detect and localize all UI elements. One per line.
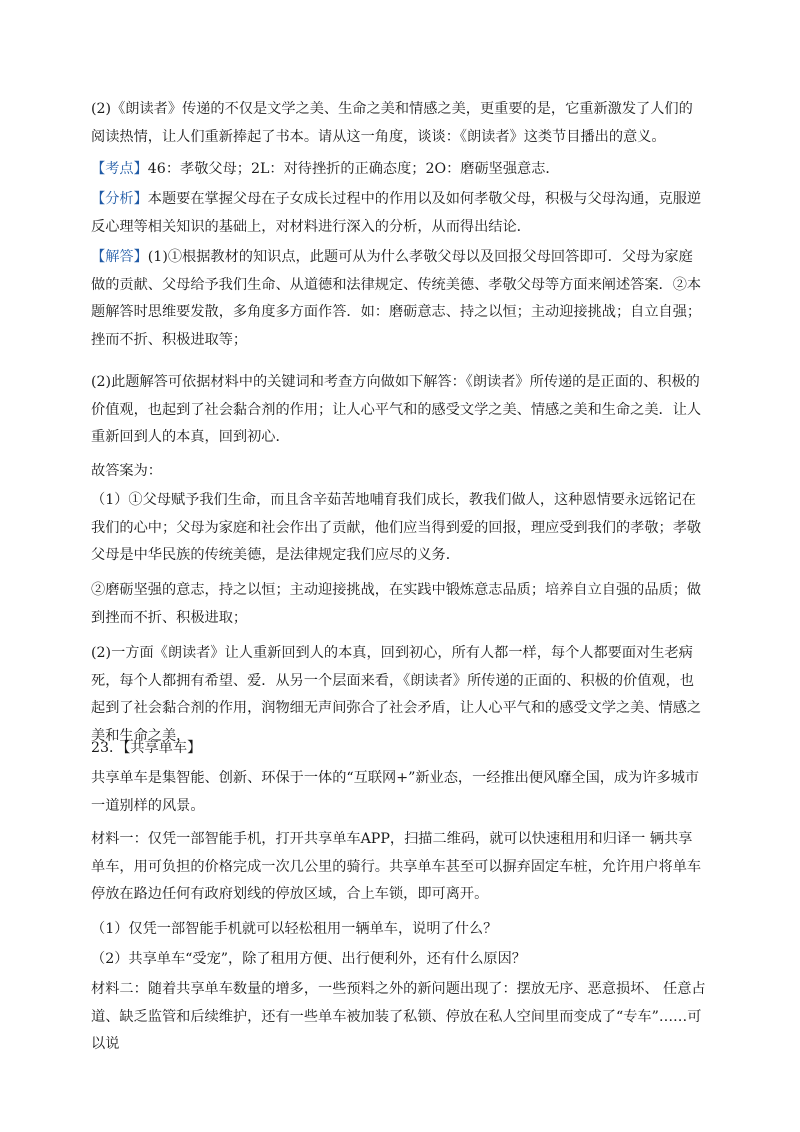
q23-title: 23．【共享单车】 xyxy=(91,740,202,756)
q22-part2-question: (2)《朗读者》传递的不仅是文学之美、生命之美和情感之美，更重要的是，它重新激发了人们的阅读热情，让人们重新捧起了书本。请从这一角度，谈谈：《朗读者》这类节目播出的意义。 xyxy=(91,101,693,145)
kaodian-text: 46：孝敬父母；2L：对待挫折的正确态度；2O：磨砺坚强意志． xyxy=(147,161,560,177)
answer-intro: 故答案为： xyxy=(91,463,162,479)
fenxi-paragraph xyxy=(91,186,706,241)
kaodian-paragraph xyxy=(91,156,706,184)
fenxi-text: 本题要在掌握父母在子女成长过程中的作用以及如何孝敬父母，积极与父母沟通，克服逆反心理等相关知识的基础上，对材料进行深入的分析，从而得出结论． xyxy=(91,191,702,235)
jieda-paragraph xyxy=(91,244,706,354)
material-1: 材料一：仅凭一部智能手机，打开共享单车APP，扫描二维码，就可以快速租用和归译一 辆共享单车，用可负担的价格完成一次几公里的骑行。共享单车甚至可以摒弃固定车桩，允许用户将单车停放在路边任何有政府划线的停放区域，合上车锁，即可离开。 xyxy=(91,831,702,902)
answer-2: (2)一方面《朗读者》让人重新回到人的本真，回到初心，所有人都一样，每个人都要面对生老病死，每个人都拥有希望、爱．从另一个层面来看，《朗读者》所传递的正面的、积极的价值观，也起到了社会黏合剂的作用，润物细无声间弥合了社会矛盾，让人心平气和的感受文学之美、情感之美和生命之美． xyxy=(91,645,702,744)
answer-1b: ②磨砺坚强的意志，持之以恒；主动迎接挑战，在实践中锻炼意志品质；培养自立自强的品质；做到挫而不折、积极进取； xyxy=(91,582,702,626)
q23-question-1: （1）仅凭一部智能手机就可以轻松租用一辆单车，说明了什么？ xyxy=(91,921,498,937)
fenxi-tag: 【分析】 xyxy=(91,191,148,207)
q23-question-2: （2）共享单车“受宠”，除了租用方便、出行便利外，还有什么原因？ xyxy=(91,951,526,967)
q23-intro: 共享单车是集智能、创新、环保于一体的“互联网+”新业态，一经推出便风靡全国，成为许多城市一道别样的风景。 xyxy=(91,770,700,814)
jieda-part2: (2)此题解答可依据材料中的关键词和考查方向做如下解答：《朗读者》所传递的是正面的、积极的价值观，也起到了社会黏合剂的作用；让人心平气和的感受文学之美、情感之美和生命之美．让人重新回到人的本真，回到初心． xyxy=(91,374,702,445)
answer-1a: （1）①父母赋予我们生命，而且含辛茹苦地哺育我们成长，教我们做人，这种恩情要永远铭记在我们的心中；父母为家庭和社会作出了贡献，他们应当得到爱的回报，理应受到我们的孝敬；孝敬父母是中华民族的传统美德，是法律规定我们应尽的义务． xyxy=(91,492,702,563)
jieda-tag: 【解答】 xyxy=(91,249,148,265)
material-2: 材料二：随着共享单车数量的增多，一些预料之外的新问题出现了：摆放无序、恶意损坏、 任意占道、缺乏监管和后续维护，还有一些单车被加装了私锁、停放在私人空间里而变成了“专车”……可以说 xyxy=(91,981,706,1052)
kaodian-tag: 【考点】 xyxy=(91,161,148,177)
jieda-text: (1)①根据教材的知识点，此题可从为什么孝敬父母以及回报父母回答即可．父母为家庭做的贡献、父母给予我们生命、从道德和法律规定、传统美德、孝敬父母等方面来阐述答案．②本题解答时思维要发散，多角度多方面作答．如：磨砺意志、持之以恒；主动迎接挑战；自立自强；挫而不折、积极进取等； xyxy=(91,249,702,348)
